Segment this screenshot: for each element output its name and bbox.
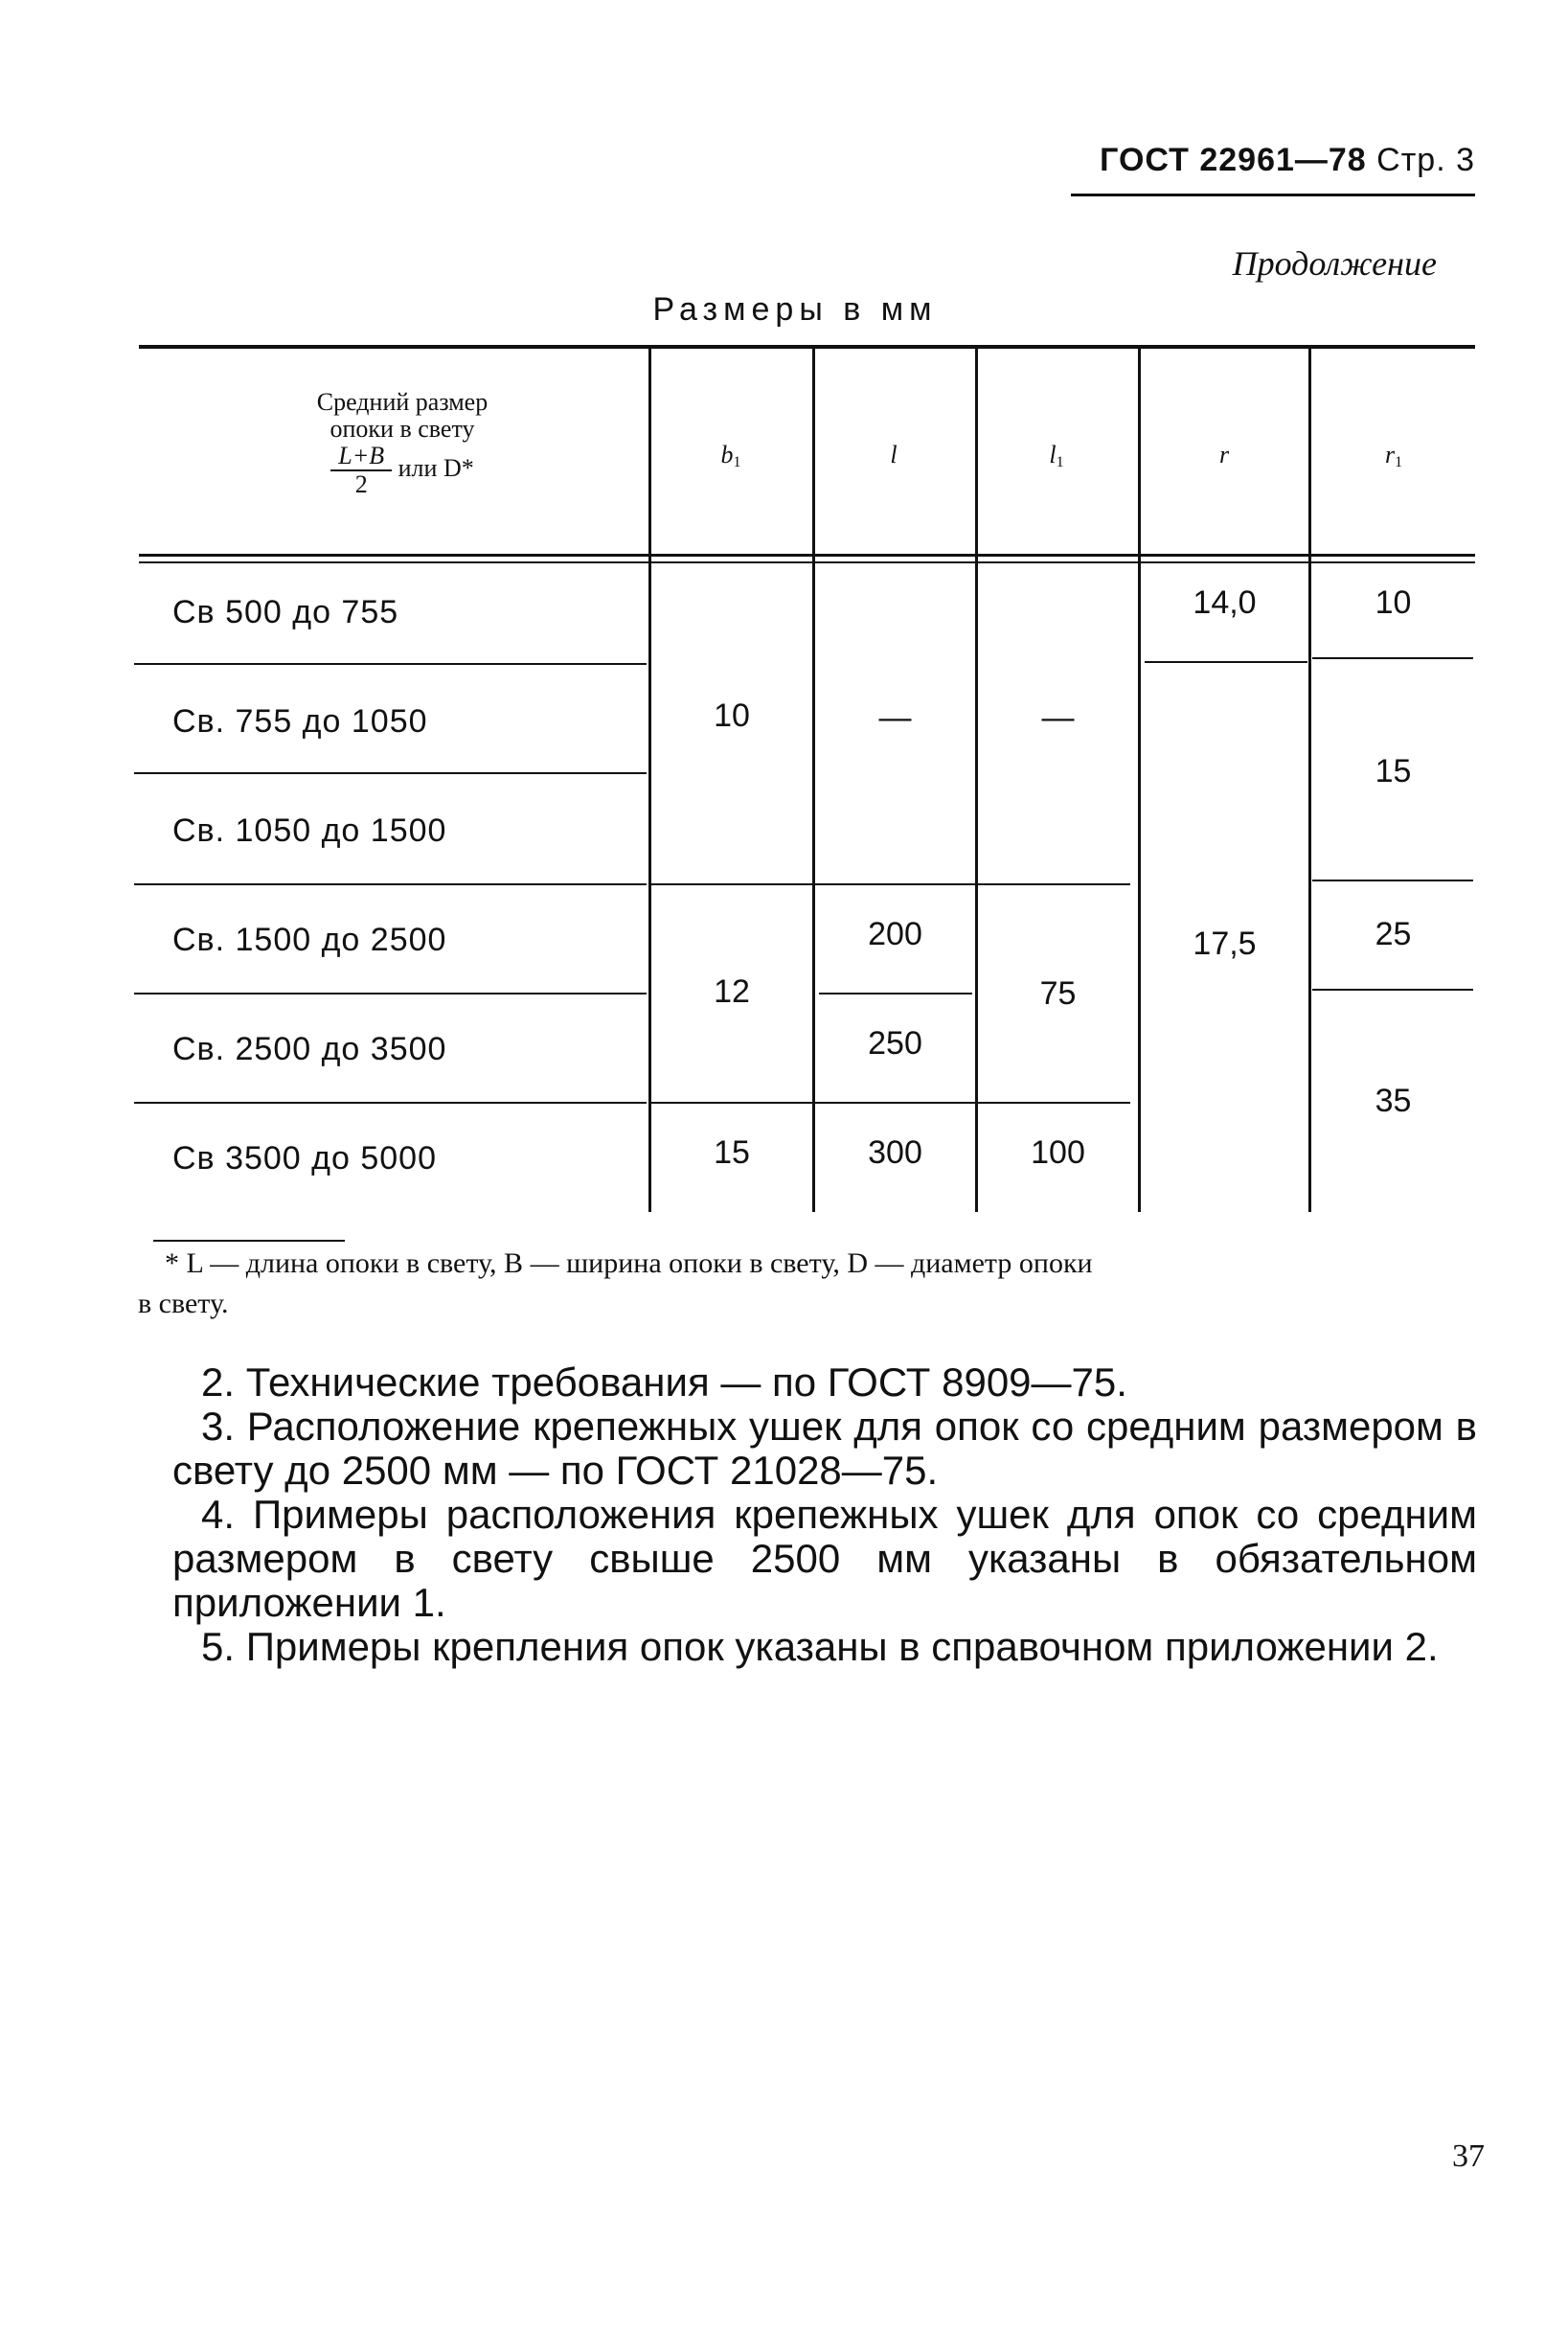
header-or-d: или D* [398,453,474,482]
row-separator [134,883,647,885]
column-divider [812,345,815,1212]
footnote [138,1244,1477,1324]
b1-value: 12 [714,973,750,1010]
row-separator [134,772,647,774]
header-rule [1071,194,1475,196]
table-row-label: Св. 1500 до 2500 [172,922,447,958]
b1-value: 10 [714,697,750,734]
table-row-label: Св. 755 до 1050 [172,703,428,740]
table-row-label: Св 3500 до 5000 [172,1140,437,1177]
header-line-2: опоки в свету [330,415,475,443]
page-header [1073,142,1475,179]
fraction-numerator: L+B [330,443,392,471]
paragraph: 5. Примеры крепления опок указаны в справочном приложении 2. [201,1624,1439,1669]
r-value: 17,5 [1193,926,1257,962]
header-fraction [330,443,392,498]
column-divider [1138,345,1141,1212]
r1-value: 35 [1375,1083,1412,1119]
body-text [172,1360,1477,1669]
r1-value: 10 [1375,584,1412,621]
r-separator [1145,661,1307,663]
table-top-rule [139,345,1475,349]
b1-value: 15 [714,1134,750,1171]
group-separator [651,1102,1130,1104]
table-row-label: Св 500 до 755 [172,594,399,630]
r1-value: 15 [1375,753,1412,789]
l-value: 200 [868,916,922,952]
l1-value: 75 [1039,975,1077,1012]
paragraph: 3. Расположение крепежных ушек для опок со средним размером в свету до 2500 мм — по ГОСТ 21028—75. [172,1404,1477,1493]
r1-separator [1312,880,1473,881]
l-value: — [878,699,912,736]
l-separator [819,993,972,995]
units-caption: Размеры в мм [652,291,938,328]
l-value: 250 [868,1025,922,1062]
table-row-label: Св. 1050 до 1500 [172,812,447,849]
r1-separator [1312,989,1473,991]
column-header-l: l [890,441,898,469]
standard-number: ГОСТ 22961—78 [1100,142,1367,178]
column-header-r: r [1218,441,1230,469]
group-separator [651,883,1130,885]
l1-value: — [1041,699,1075,736]
fraction-denominator: 2 [354,470,368,498]
table-header-rule-2 [139,561,1475,563]
paragraph: 2. Технические требования — по ГОСТ 8909—75. [201,1360,1127,1405]
row-separator [134,663,647,665]
column-divider [975,345,978,1212]
column-header-size [259,389,546,498]
column-divider [648,345,651,1212]
footnote-rule [153,1240,345,1242]
row-separator [134,993,647,995]
l1-value: 100 [1031,1134,1085,1171]
page-number: 37 [1452,2138,1485,2174]
continuation-label: Продолжение [1232,244,1437,283]
footnote-line-2: в свету. [138,1288,229,1319]
column-header-r1: r1 [1384,441,1403,470]
paragraph: 4. Примеры расположения крепежных ушек для опок со средним размером в свету свыше 2500 мм указаны в обязательном приложении 1. [172,1492,1477,1625]
r1-value: 25 [1375,916,1412,952]
footnote-line-1: * L — длина опоки в свету, B — ширина опоки в свету, D — диаметр опоки [165,1247,1093,1279]
r1-separator [1312,657,1473,659]
l-value: 300 [868,1134,922,1171]
row-separator [134,1102,647,1104]
header-line-1: Средний размер [316,388,489,416]
column-header-l1: l1 [1049,441,1064,470]
table-header-rule [139,554,1475,557]
r-value: 14,0 [1193,584,1257,621]
column-header-b1: b1 [720,441,741,470]
page-label: Стр. 3 [1376,142,1475,178]
table-row-label: Св. 2500 до 3500 [172,1031,447,1067]
